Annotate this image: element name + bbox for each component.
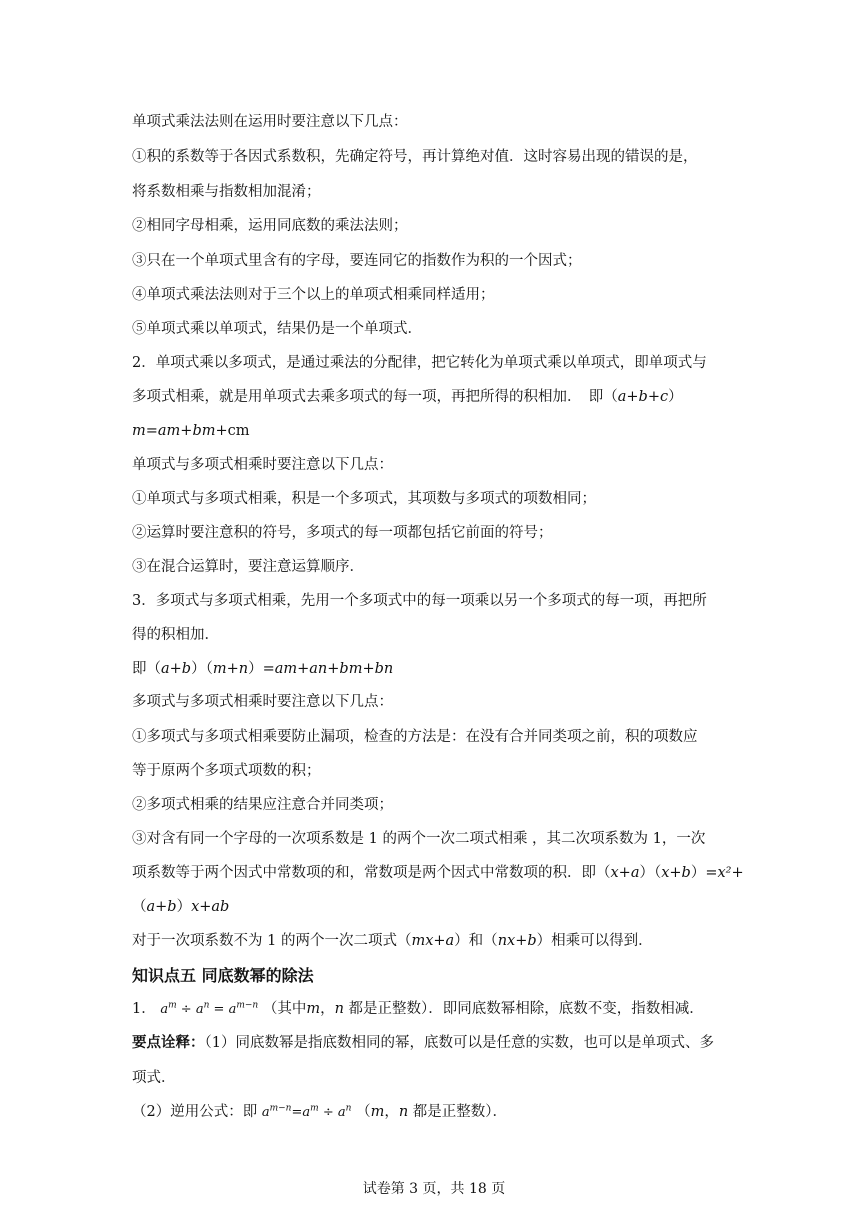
text-line bbox=[132, 692, 752, 712]
math-symbol: ÷ bbox=[180, 1002, 192, 1017]
text-line bbox=[132, 829, 752, 849]
text-line bbox=[132, 625, 752, 645]
text-line bbox=[132, 863, 752, 883]
text-line bbox=[132, 999, 752, 1020]
formula-division bbox=[160, 1002, 258, 1017]
text-span: ②多项式相乘的结果应注意合并同类项； bbox=[132, 797, 393, 813]
math-expression: mx+a bbox=[411, 933, 455, 949]
text-line bbox=[132, 761, 752, 781]
text-span: ， bbox=[384, 1104, 399, 1120]
math-symbol: n bbox=[345, 1103, 352, 1114]
text-span: 等于原两个多项式项数的积； bbox=[132, 763, 321, 779]
text-span: 3．多项式与多项式相乘，先用一个多项式中的每一项乘以另一个多项式的每一项，再把所 bbox=[132, 593, 707, 609]
text-span: ①积的系数等于各因式系数积，先确定符号，再计算绝对值．这时容易出现的错误的是， bbox=[132, 149, 698, 165]
text-span: （ bbox=[132, 899, 147, 915]
math-expression: x²+ bbox=[717, 865, 744, 881]
text-line bbox=[132, 319, 752, 339]
text-span: ②运算时要注意积的符号，多项式的每一项都包括它前面的符号； bbox=[132, 525, 553, 541]
math-symbol: m bbox=[310, 1103, 319, 1114]
text-span: ）= bbox=[690, 865, 718, 881]
text-line bbox=[132, 1102, 752, 1123]
text-line bbox=[132, 182, 752, 202]
text-span: ）（ bbox=[191, 661, 213, 677]
text-line bbox=[132, 897, 752, 917]
text-span: （2）逆用公式：即 bbox=[132, 1104, 258, 1120]
text-span: 都是正整数）． bbox=[408, 1104, 508, 1120]
text-line bbox=[132, 216, 752, 236]
text-span: （ bbox=[356, 1104, 371, 1120]
math-symbol: m bbox=[168, 1000, 177, 1011]
text-span: ， bbox=[320, 1001, 335, 1017]
text-span: 项式． bbox=[132, 1070, 176, 1086]
text-line bbox=[132, 1068, 752, 1088]
math-expression: am+an+bm+bn bbox=[274, 661, 394, 677]
math-expression: x+b bbox=[661, 865, 691, 881]
math-symbol: m−n bbox=[269, 1103, 292, 1114]
math-symbol: a bbox=[337, 1105, 346, 1120]
text-span: 多项式相乘，就是用单项式去乘多项式的每一项，再把所得的积相加． 即（ bbox=[132, 389, 618, 405]
math-expression: x+ab bbox=[191, 899, 230, 915]
text-line bbox=[132, 251, 752, 271]
text-span: 都是正整数）．即同底数幂相除，底数不变，指数相减． bbox=[343, 1001, 704, 1017]
text-line bbox=[132, 455, 752, 475]
math-symbol: = bbox=[213, 1002, 225, 1017]
section-heading: 知识点五 同底数幂的除法 bbox=[132, 966, 314, 985]
text-line bbox=[132, 147, 752, 167]
text-span: ①单项式与多项式相乘，积是一个多项式，其项数与多项式的项数相同； bbox=[132, 491, 596, 507]
math-symbol: a bbox=[302, 1105, 311, 1120]
text-line bbox=[132, 659, 752, 679]
text-span: 单项式乘法法则在运用时要注意以下几点： bbox=[132, 114, 408, 130]
math-symbol: m−n bbox=[236, 1000, 259, 1011]
text-span: ） bbox=[176, 899, 192, 915]
text-span: 得的积相加． bbox=[132, 627, 219, 643]
text-line bbox=[132, 1033, 752, 1053]
text-span: ②相同字母相乘，运用同底数的乘法法则； bbox=[132, 218, 408, 234]
math-expression: m=am+bm+ bbox=[132, 423, 228, 439]
text-span: 即（ bbox=[132, 661, 161, 677]
text-span: ③只在一个单项式里含有的字母，要连同它的指数作为积的一个因式； bbox=[132, 253, 582, 269]
math-symbol: a bbox=[228, 1002, 237, 1017]
text-span: 项系数等于两个因式中常数项的和，常数项是两个因式中常数项的积．即（ bbox=[132, 865, 611, 881]
text-line bbox=[132, 421, 752, 441]
text-span: （其中 bbox=[262, 1001, 307, 1017]
text-line bbox=[132, 285, 752, 305]
math-symbol: ÷ bbox=[322, 1105, 334, 1120]
math-expression: x+a bbox=[610, 865, 640, 881]
math-symbol: a bbox=[261, 1105, 270, 1120]
math-expression: a+b bbox=[146, 899, 177, 915]
text-span: ）= bbox=[248, 661, 275, 677]
text-span: 单项式与多项式相乘时要注意以下几点： bbox=[132, 457, 393, 473]
text-span: ④单项式乘法法则对于三个以上的单项式相乘同样适用； bbox=[132, 287, 495, 303]
text-line bbox=[132, 795, 752, 815]
text-span: 多项式与多项式相乘时要注意以下几点： bbox=[132, 694, 393, 710]
text-span: 2．单项式乘以多项式，是通过乘法的分配律，把它转化为单项式乘以单项式，即单项式与 bbox=[132, 355, 707, 371]
text-span: ）和（ bbox=[454, 933, 498, 949]
text-span: ⑤单项式乘以单项式，结果仍是一个单项式． bbox=[132, 321, 422, 337]
text-line bbox=[132, 727, 752, 747]
math-symbol: m bbox=[370, 1104, 385, 1120]
text-line bbox=[132, 591, 752, 611]
formula-reverse bbox=[262, 1105, 352, 1120]
text-line bbox=[132, 353, 752, 373]
math-expression: nx+b bbox=[497, 933, 537, 949]
math-symbol: m bbox=[306, 1001, 321, 1017]
math-expression: a+b+c bbox=[617, 389, 669, 405]
text-span: （1）同底数幂是指底数相同的幂，底数可以是任意的实数，也可以是单项式、多 bbox=[204, 1035, 714, 1051]
text-span: 1． bbox=[132, 1001, 156, 1017]
text-span: 将系数相乘与指数相加混淆； bbox=[132, 184, 321, 200]
text-line bbox=[132, 112, 752, 132]
math-expression: a+b bbox=[161, 661, 192, 677]
math-symbol: n bbox=[398, 1104, 409, 1120]
text-line bbox=[132, 489, 752, 509]
text-line bbox=[132, 931, 752, 951]
math-symbol: = bbox=[291, 1105, 303, 1120]
key-point-label: 要点诠释： bbox=[132, 1035, 205, 1051]
math-symbol: n bbox=[203, 1000, 210, 1011]
text-span: ③在混合运算时，要注意运算顺序． bbox=[132, 559, 364, 575]
math-expression: m+n bbox=[212, 661, 249, 677]
text-line bbox=[132, 557, 752, 577]
math-expression: cm bbox=[227, 423, 250, 439]
text-span: ①多项式与多项式相乘要防止漏项，检查的方法是：在没有合并同类项之前，积的项数应 bbox=[132, 729, 698, 745]
page-footer: 试卷第 3 页，共 18 页 bbox=[362, 1181, 506, 1197]
text-line bbox=[132, 387, 752, 407]
text-span: ） bbox=[668, 389, 683, 405]
math-symbol: n bbox=[334, 1001, 344, 1017]
text-span: ）（ bbox=[639, 865, 662, 881]
math-symbol: a bbox=[195, 1002, 204, 1017]
math-symbol: a bbox=[160, 1002, 169, 1017]
text-line bbox=[132, 523, 752, 543]
text-span: 对于一次项系数不为 1 的两个一次二项式（ bbox=[132, 933, 412, 949]
text-span: ）相乘可以得到． bbox=[536, 933, 653, 949]
text-span: ③对含有同一个字母的一次项系数是 1 的两个一次二项式相乘 ，其二次项系数为 1，一次 bbox=[132, 831, 706, 847]
